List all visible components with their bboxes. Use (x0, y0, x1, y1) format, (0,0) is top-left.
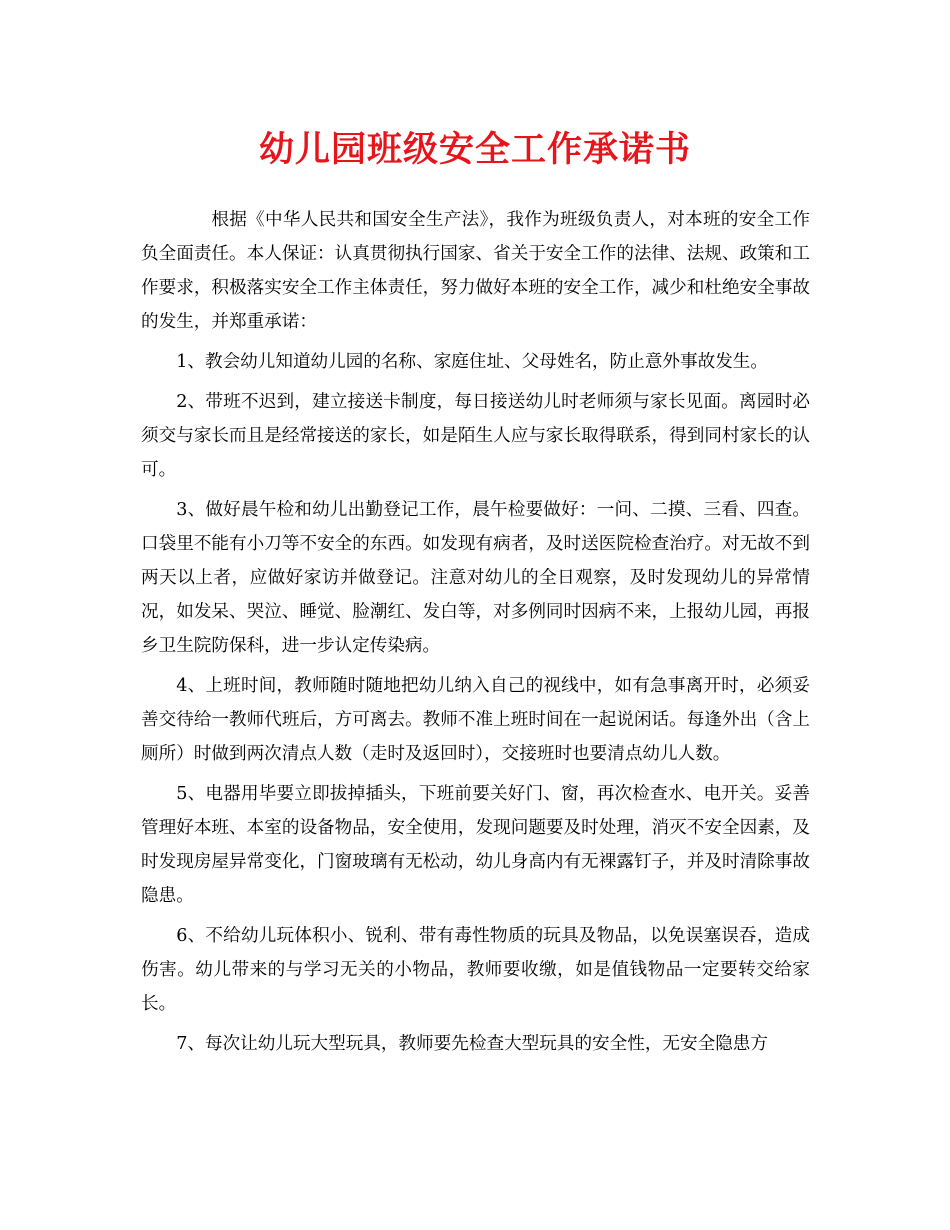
paragraph-item-1: 1、教会幼儿知道幼儿园的名称、家庭住址、父母姓名，防止意外事故发生。 (176, 352, 768, 372)
paragraph-item-3: 3、做好晨午检和幼儿出勤登记工作，晨午检要做好：一问、二摸、三看、四查。口袋里不能有小刀等不安全的东西。如发现有病者，及时送医院检查治疗。对无故不到两天以上者，应做好家访并做登记。注意对幼儿的全日观察，及时发现幼儿的异常情况，如发呆、哭泣、睡觉、脸潮红、发白等，对多例同时因病不来，上报幼儿园，再报乡卫生院防保科，进一步认定传染病。 (141, 500, 810, 656)
paragraph-item-7: 7、每次让幼儿玩大型玩具，教师要先检查大型玩具的安全性，无安全隐患方 (176, 1034, 768, 1054)
document-title: 幼儿园班级安全工作承诺书 (258, 129, 691, 170)
paragraph-item-4: 4、上班时间，教师随时随地把幼儿纳入自己的视线中，如有急事离开时，必须妥善交待给一教师代班后，方可离去。教师不准上班时间在一起说闲话。每逢外出（含上厕所）时做到两次清点人数（走时及返回时），交接班时也要清点幼儿人数。 (141, 676, 810, 764)
paragraph-item-2: 2、带班不迟到，建立接送卡制度，每日接送幼儿时老师须与家长见面。离园时必须交与家长而且是经常接送的家长，如是陌生人应与家长取得联系，得到同村家长的认可。 (141, 392, 810, 480)
paragraph-item-5: 5、电器用毕要立即拔掉插头，下班前要关好门、窗，再次检查水、电开关。妥善管理好本班、本室的设备物品，安全使用，发现问题要及时处理，消灭不安全因素，及时发现房屋异常变化，门窗玻璃有无松动，幼儿身高内有无裸露钉子，并及时清除事故隐患。 (141, 784, 810, 906)
document-body (141, 203, 810, 1067)
paragraph-intro: 根据《中华人民共和国安全生产法》，我作为班级负责人，对本班的安全工作负全面责任。本人保证：认真贯彻执行国家、省关于安全工作的法律、法规、政策和工作要求，积极落实安全工作主体责任，努力做好本班的安全工作，减少和杜绝安全事故的发生，并郑重承诺： (141, 210, 810, 332)
paragraph-item-6: 6、不给幼儿玩体积小、锐利、带有毒性物质的玩具及物品，以免误塞误吞，造成伤害。幼儿带来的与学习无关的小物品，教师要收缴，如是值钱物品一定要转交给家长。 (141, 926, 810, 1014)
